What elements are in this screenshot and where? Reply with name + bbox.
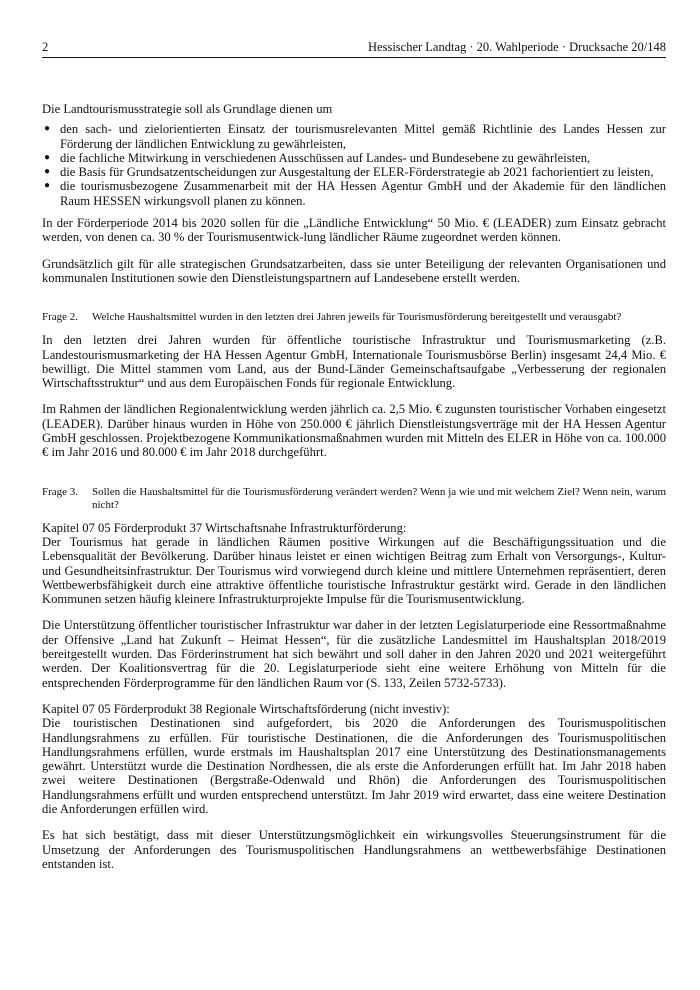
intro-text: Die Landtourismusstrategie soll als Grundlage dienen um <box>42 102 333 116</box>
bullet-icon: ● <box>44 123 51 135</box>
paragraph-foerderperiode: In der Förderperiode 2014 bis 2020 sollen für die „Ländliche Entwicklung“ 50 Mio. € (LEADER) zum Einsatz gebracht werden, von denen ca. 30 % der Tourismusentwick-lung ländlicher Räume zugeordnet werden können. <box>42 216 666 245</box>
document-page <box>42 40 666 871</box>
bullet-icon: ● <box>44 151 51 163</box>
list-item: ● den sach- und zielorientierten Einsatz der tourismusrelevanten Mittel gemäß Richtlinie des Landes Hessen zur Förderung der ländlichen Entwicklung zu gewährleisten, <box>44 122 666 151</box>
answer-2-paragraph-1: In den letzten drei Jahren wurden für öffentliche touristische Infrastruktur und Tourismusmarketing (z.B. Landestourismusmarketing der HA Hessen Agentur GmbH, Internationale Tourismusbörse Berlin) insgesamt 24,4 Mio. € bewilligt. Die Mittel stammen vom Land, aus der Bund-Länder Gemeinschaftsaufgabe „Verbesserung der regionalen Wirtschaftsstruktur“ und aus dem Europäischen Fonds für regionale Entwicklung. <box>42 333 666 391</box>
page-number: 2 <box>42 40 49 54</box>
list-item: ● die tourismusbezogene Zusammenarbeit mit der HA Hessen Agentur GmbH und der Akademie für den ländlichen Raum HESSEN wirkungsvoll planen zu können. <box>44 179 666 208</box>
kapitel-38-paragraph-1: Die touristischen Destinationen sind aufgefordert, bis 2020 die Anforderungen des Tourismuspolitischen Handlungsrahmens zu erfüllen. Für touristische Destinationen, die die Anforderungen des Tourismuspolitischen Handlungsrahmens erfüllen, wurde erstmals im Haushaltsplan 2017 eine Unterstützung des Destinationsmanagements gewährt. Unterstützt wurde die Destination Nordhessen, die als erste die Anforderungen erfüllt hat. Im Jahr 2018 haben zwei weitere Destinationen (Bergstraße-Odenwald und Rhön) die Anforderungen des Tourismuspolitischen Handlungsrahmens erfüllt und wurden entsprechend unterstützt. Im Jahr 2019 wird erwartet, dass eine weitere Destination die Anforderungen erfüllen wird. <box>42 716 666 816</box>
bullet-icon: ● <box>44 166 51 178</box>
bullet-list <box>42 122 666 208</box>
question-label: Frage 3. <box>42 485 79 498</box>
list-item: ● die Basis für Grundsatzentscheidungen zur Ausgestaltung der ELER-Förderstrategie ab 2021 fachorientiert zu leisten, <box>44 165 654 180</box>
question-text: Welche Haushaltsmittel wurden in den letzten drei Jahren jeweils für Tourismusförderung bereitgestellt und verausgabt? <box>92 311 622 324</box>
kapitel-38-heading: Kapitel 07 05 Förderprodukt 38 Regionale Wirtschaftsförderung (nicht investiv): <box>42 701 450 716</box>
kapitel-37-heading: Kapitel 07 05 Förderprodukt 37 Wirtschaftsnahe Infrastrukturförderung: <box>42 520 407 535</box>
kapitel-37-paragraph-1: Der Tourismus hat gerade in ländlichen Räumen positive Wirkungen auf die Beschäftigungssituation und die Lebensqualität der Bevölkerung. Darüber hinaus leistet er einen wichtigen Beitrag zum Erhalt von Versorgungs-, Kultur- und Gesundheitsinfrastruktur. Der Tourismus wird vorwiegend durch kleine und mittlere Unternehmen repräsentiert, deren Wettbewerbsfähigkeit durch eine attraktive öffentliche touristische Infrastruktur gestärkt wird. Gerade in den ländlichen Kommunen setzen häufig kleinere Infrastrukturprojekte Impulse für die Tourismusentwicklung. <box>42 534 666 607</box>
running-title: Hessischer Landtag · 20. Wahlperiode · Drucksache 20/148 <box>368 40 666 54</box>
kapitel-38-paragraph-2: Es hat sich bestätigt, dass mit dieser Unterstützungsmöglichkeit ein wirkungsvolles Steuerungsinstrument für die Umsetzung der Anforderungen des Tourismuspolitischen Handlungsrahmens an wettbewerbsfähige Destinationen entstanden ist. <box>42 828 666 871</box>
document-body <box>42 102 666 871</box>
paragraph-grundsaetzlich: Grundsätzlich gilt für alle strategischen Grundsatzarbeiten, dass sie unter Beteiligung der relevanten Organisationen und kommunalen Institutionen sowie den Dienstleistungspartnern auf Landesebene erstellt werden. <box>42 256 666 285</box>
answer-2-paragraph-2: Im Rahmen der ländlichen Regionalentwicklung werden jährlich ca. 2,5 Mio. € zugunsten touristischer Vorhaben eingesetzt (LEADER). Darüber hinaus wurden in Höhe von 250.000 € jährlich Dienstleistungsverträge mit der HA Hessen Agentur GmbH geschlossen. Projektbezogene Kommunikationsmaßnahmen wurden mit Mitteln des ELER in Höhe von ca. 100.000 € im Jahr 2016 und 80.000 € im Jahr 2018 durchgeführt. <box>42 402 666 460</box>
question-2 <box>42 311 666 324</box>
question-label: Frage 2. <box>42 311 79 324</box>
question-3 <box>42 486 666 512</box>
list-item: ● die fachliche Mitwirkung in verschiedenen Ausschüssen auf Landes- und Bundesebene zu gewährleisten, <box>44 150 591 165</box>
question-text: Sollen die Haushaltsmittel für die Tourismusförderung verändert werden? Wenn ja wie und mit welchem Ziel? Wenn nein, warum nicht? <box>92 485 666 511</box>
page-header <box>42 40 666 58</box>
bullet-icon: ● <box>44 180 51 192</box>
kapitel-37-paragraph-2: Die Unterstützung öffentlicher touristischer Infrastruktur war daher in der letzten Legislaturperiode eine Ressortmaßnahme der Offensive „Land hat Zukunft – Heimat Hessen“, für die zusätzliche Landesmittel im Haushaltsplan 2018/2019 bereitgestellt wurden. Das Förderinstrument hat sich bewährt und soll daher in den Jahren 2020 und 2021 weitergeführt werden. Der Koalitionsvertrag für die 20. Legislaturperiode sieht eine weitere Erhöhung von Mitteln für die entsprechenden Förderprogramme für den ländlichen Raum vor (S. 133, Zeilen 5732-5733). <box>42 618 666 690</box>
